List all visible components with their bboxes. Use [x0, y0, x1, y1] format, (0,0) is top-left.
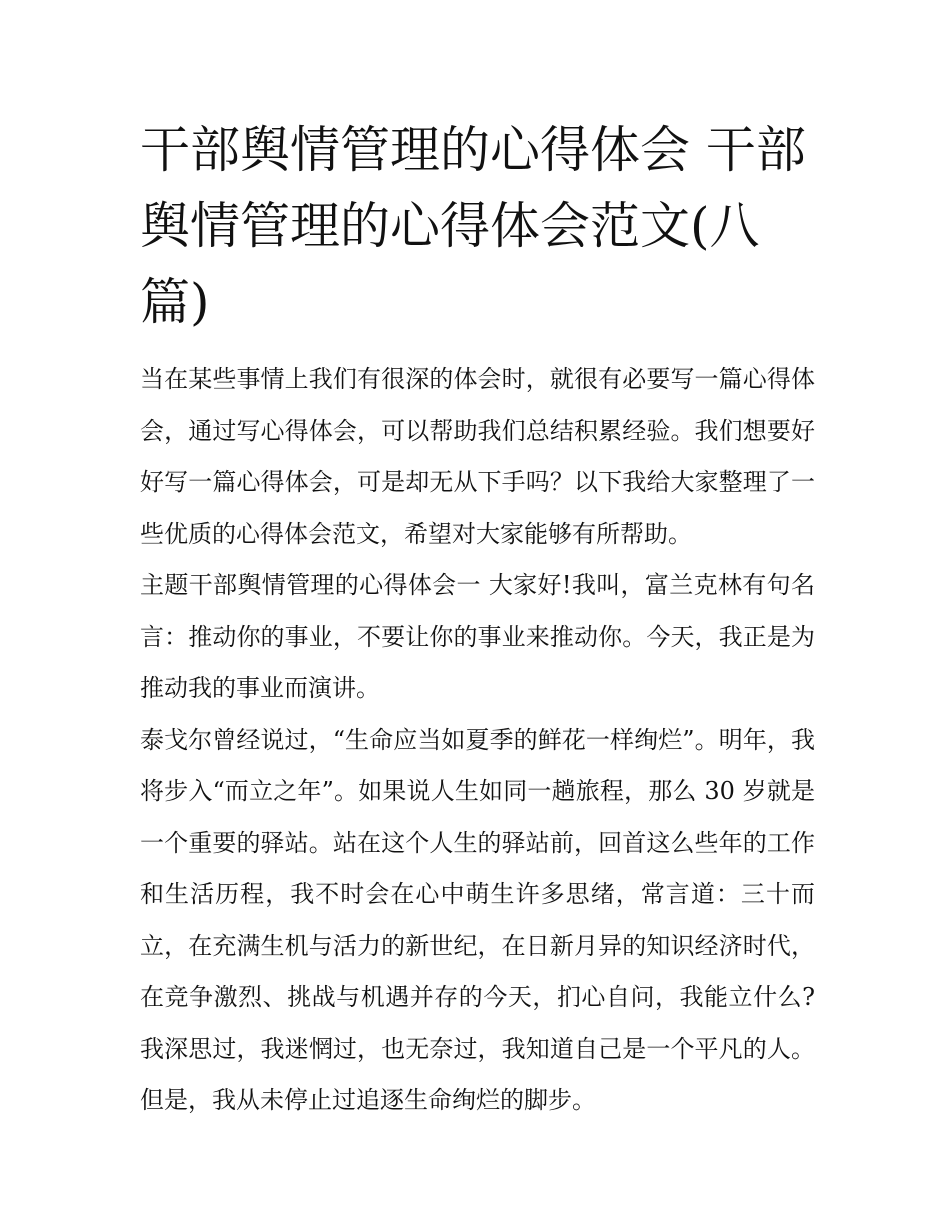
paragraph-intro: 当在某些事情上我们有很深的体会时，就很有必要写一篇心得体会，通过写心得体会，可以帮助我们总结积累经验。我们想要好好写一篇心得体会，可是却无从下手吗？以下我给大家整理了一些优质的心得体会范文，希望对大家能够有所帮助。: [140, 365, 815, 548]
document-body: [140, 354, 815, 1127]
paragraph-tagore: 泰戈尔曾经说过，“生命应当如夏季的鲜花一样绚烂”。明年，我将步入“而立之年”。如果说人生如同一趟旅程，那么 30 岁就是一个重要的驿站。站在这个人生的驿站前，回首这么些年的工作和生活历程，我不时会在心中萌生许多思绪，常言道：三十而立，在充满生机与活力的新世纪，在日新月异的知识经济时代，在竞争激烈、挑战与机遇并存的今天，扪心自问，我能立什么?我深思过，我迷惘过，也无奈过，我知道自己是一个平凡的人。但是，我从未停止过追逐生命绚烂的脚步。: [140, 725, 815, 1114]
document-content: [140, 112, 815, 1127]
paragraph-topic-one: 主题干部舆情管理的心得体会一 大家好!我叫，富兰克林有句名言：推动你的事业，不要让你的事业来推动你。今天，我正是为推动我的事业而演讲。: [140, 571, 815, 702]
document-title: 干部舆情管理的心得体会 干部舆情管理的心得体会范文(八篇): [140, 121, 806, 331]
